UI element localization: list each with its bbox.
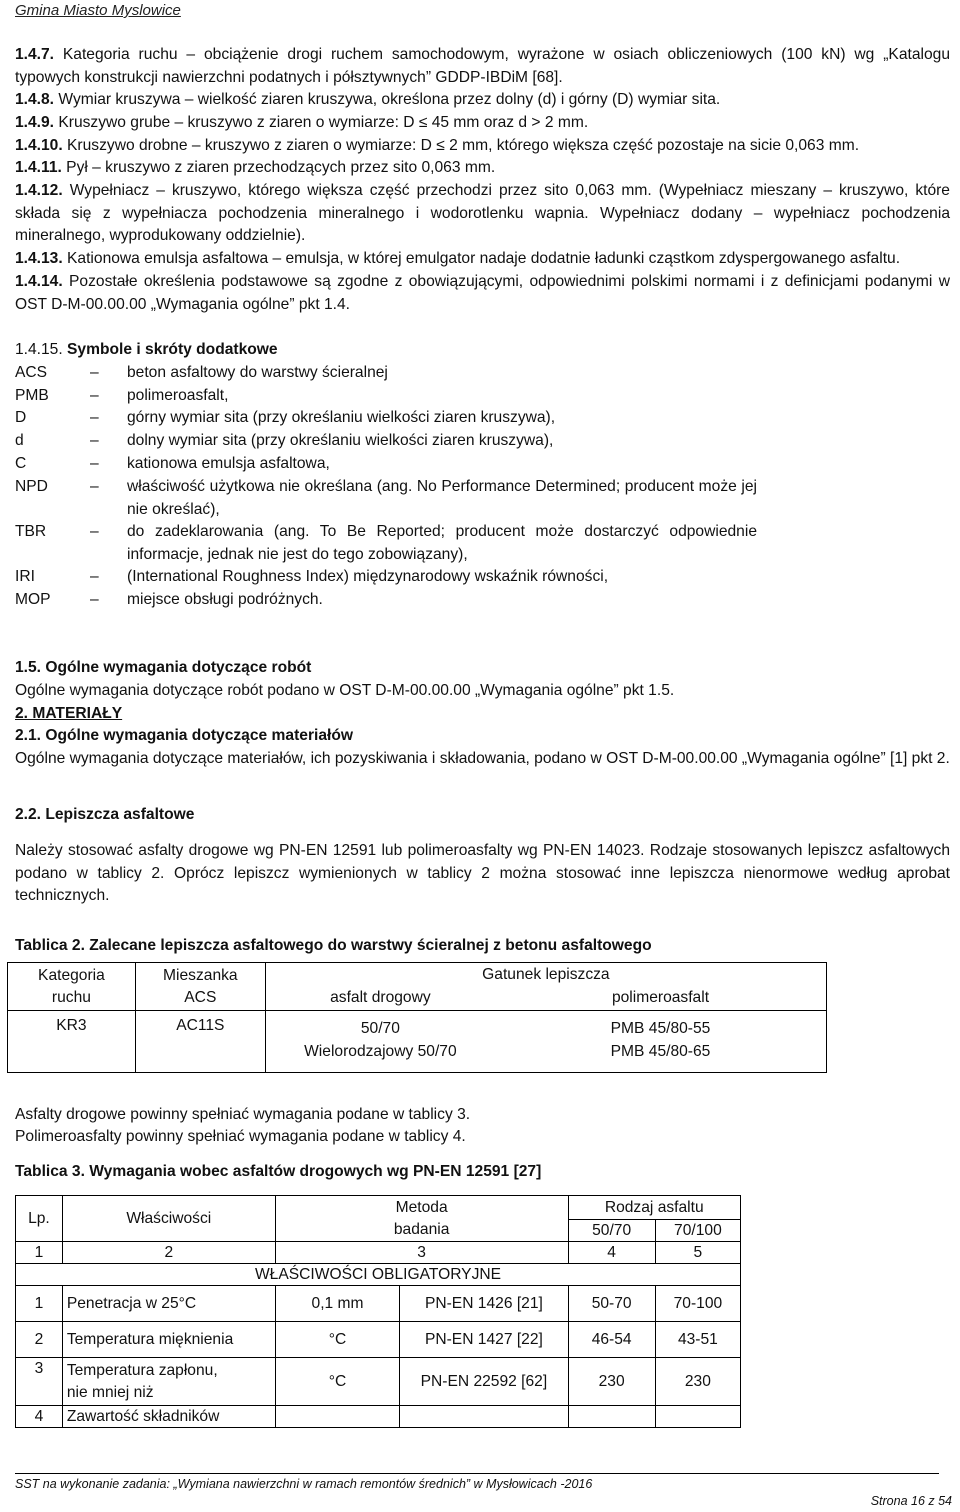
table3-row3-unit: °C <box>275 1358 400 1406</box>
table2-header-mieszanka: Mieszanka ACS <box>135 963 265 1011</box>
definition-1-4-8: 1.4.8. Wymiar kruszywa – wielkość ziaren kruszywa, określona przez dolny (d) i górny (D) wymiar sita. <box>15 91 721 108</box>
table2 <box>7 962 827 1073</box>
table3-header-rodzaj: Rodzaj asfaltu <box>568 1196 741 1220</box>
table3-num-4: 4 <box>568 1242 655 1264</box>
table3-row4-70100 <box>655 1406 740 1428</box>
table3-row1-unit: 0,1 mm <box>275 1286 400 1322</box>
section-2-2-title: 2.2. Lepiszcza asfaltowe <box>15 806 195 823</box>
table2-header-asfalt: asfalt drogowy <box>265 987 495 1011</box>
page-number: Strona 16 z 54 <box>870 1494 952 1508</box>
table3-num-1: 1 <box>16 1242 63 1264</box>
table3-row4-method <box>400 1406 568 1428</box>
definition-1-4-9: 1.4.9. Kruszywo grube – kruszywo z ziaren o wymiarze: D ≤ 45 mm oraz d > 2 mm. <box>15 114 589 131</box>
table3-row3-name: Temperatura zapłonu, nie mniej niż <box>62 1358 275 1406</box>
table3-num-3: 3 <box>275 1242 568 1264</box>
table2-cell-mieszanka: AC11S <box>135 1011 265 1073</box>
table3-row4-unit <box>275 1406 400 1428</box>
page-footer: SST na wykonanie zadania: „Wymiana nawierzchni w ramach remontów średnich” w Mysłowicach -2016 <box>15 1473 939 1491</box>
section-2-2-text: Należy stosować asfalty drogowe wg PN-EN 12591 lub polimeroasfalty wg PN-EN 14023. Rodzaje stosowanych lepiszcz asfaltowych podano w tablicy 2. Oprócz lepiszcz wymienionych w tablicy 2 można stosować inne lepiszcza nienormowe według aprobat technicznych. <box>15 842 950 904</box>
table3-header-wlasciwosci: Właściwości <box>62 1196 275 1242</box>
table3-row1-70100: 70-100 <box>655 1286 740 1322</box>
table3-row2-unit: °C <box>275 1322 400 1358</box>
definition-1-4-14: 1.4.14. Pozostałe określenia podstawowe są zgodne z obowiązującymi, odpowiednimi polskimi normami i z definicjami podanymi w OST D-M-00.00.00 „Wymagania ogólne” pkt 1.4. <box>15 273 950 313</box>
table2-cell-asfalt: 50/70 Wielorodzajowy 50/70 <box>265 1011 495 1073</box>
table3-row4-lp: 4 <box>16 1406 63 1428</box>
section-1-5-title: 1.5. Ogólne wymagania dotyczące robót <box>15 659 312 676</box>
table3-row1-method: PN-EN 1426 [21] <box>400 1286 568 1322</box>
section-2-title: 2. MATERIAŁY <box>15 705 123 722</box>
table3-row1-name: Penetracja w 25°C <box>62 1286 275 1322</box>
table3-row2-5070: 46-54 <box>568 1322 655 1358</box>
table3-row2-70100: 43-51 <box>655 1322 740 1358</box>
definition-1-4-7: 1.4.7. Kategoria ruchu – obciążenie drogi ruchem samochodowym, wyrażone w osiach obliczeniowych (100 kN) wg „Katalogu typowych konstrukcji nawierzchni podatnych i półsztywnych” GDDP-IBDiM [68]. <box>15 46 950 86</box>
table3-row3-method: PN-EN 22592 [62] <box>400 1358 568 1406</box>
section-2-1-title: 2.1. Ogólne wymagania dotyczące materiałów <box>15 727 354 744</box>
page-header: Gmina Miasto Myslowice <box>15 2 181 19</box>
table3-section-header: WŁAŚCIWOŚCI OBLIGATORYJNE <box>16 1264 741 1286</box>
definition-1-4-11: 1.4.11. Pył – kruszywo z ziaren przechodzących przez sito 0,063 mm. <box>15 159 496 176</box>
table3-row3-lp: 3 <box>16 1358 63 1406</box>
table3-row2-lp: 2 <box>16 1322 63 1358</box>
table2-cell-kategoria: KR3 <box>8 1011 136 1073</box>
table3-row2-name: Temperatura mięknienia <box>62 1322 275 1358</box>
table2-caption: Tablica 2. Zalecane lepiszcza asfaltowego do warstwy ścieralnej z betonu asfaltowego <box>15 937 652 954</box>
table3-caption: Tablica 3. Wymagania wobec asfaltów drogowych wg PN-EN 12591 [27] <box>15 1163 542 1180</box>
table3-row1-lp: 1 <box>16 1286 63 1322</box>
definition-1-4-10: 1.4.10. Kruszywo drobne – kruszywo z ziaren o wymiarze: D ≤ 2 mm, którego większa część pozostaje na sicie 0,063 mm. <box>15 137 860 154</box>
definition-1-4-13: 1.4.13. Kationowa emulsja asfaltowa – emulsja, w której emulgator nadaje dodatnie ładunki cząstkom zdyspergowanego asfaltu. <box>15 250 901 267</box>
table3-row2-method: PN-EN 1427 [22] <box>400 1322 568 1358</box>
table3-row3-70100: 230 <box>655 1358 740 1406</box>
table3-num-2: 2 <box>62 1242 275 1264</box>
symbols-heading: 1.4.15. Symbole i skróty dodatkowe <box>15 341 278 358</box>
table3-header-5070: 50/70 <box>568 1220 655 1242</box>
section-2-1-text: Ogólne wymagania dotyczące materiałów, ich pozyskiwania i składowania, podano w OST D-M-00.00.00 „Wymagania ogólne” [1] pkt 2. <box>15 750 950 767</box>
section-1-5-text: Ogólne wymagania dotyczące robót podano w OST D-M-00.00.00 „Wymagania ogólne” pkt 1.5. <box>15 682 675 699</box>
table2-cell-polimeroasfalt: PMB 45/80-55 PMB 45/80-65 <box>495 1011 827 1073</box>
table3-row4-name: Zawartość składników <box>62 1406 275 1428</box>
after-table2-line2: Polimeroasfalty powinny spełniać wymagania podane w tablicy 4. <box>15 1128 466 1145</box>
table3-header-metoda: Metoda badania <box>275 1196 568 1242</box>
table3-row3-5070: 230 <box>568 1358 655 1406</box>
table3-row4-5070 <box>568 1406 655 1428</box>
table3-num-5: 5 <box>655 1242 740 1264</box>
table2-header-kategoria: Kategoria ruchu <box>8 963 136 1011</box>
table2-header-polimeroasfalt: polimeroasfalt <box>495 987 827 1011</box>
table3 <box>15 1195 741 1428</box>
table2-header-gatunek: Gatunek lepiszcza <box>265 963 826 987</box>
definition-1-4-12: 1.4.12. Wypełniacz – kruszywo, którego większa część przechodzi przez sito 0,063 mm. (Wypełniacz mieszany – kruszywo, które składa się z wypełniacza pochodzenia mineralnego i wodorotlenku wapnia. Wypełniacz dodany – wypełniacz pochodzenia mineralnego, wyprodukowany oddzielnie). <box>15 182 950 244</box>
table3-header-70100: 70/100 <box>655 1220 740 1242</box>
table3-header-lp: Lp. <box>16 1196 63 1242</box>
table3-row1-5070: 50-70 <box>568 1286 655 1322</box>
after-table2-line1: Asfalty drogowe powinny spełniać wymagania podane w tablicy 3. <box>15 1106 471 1123</box>
